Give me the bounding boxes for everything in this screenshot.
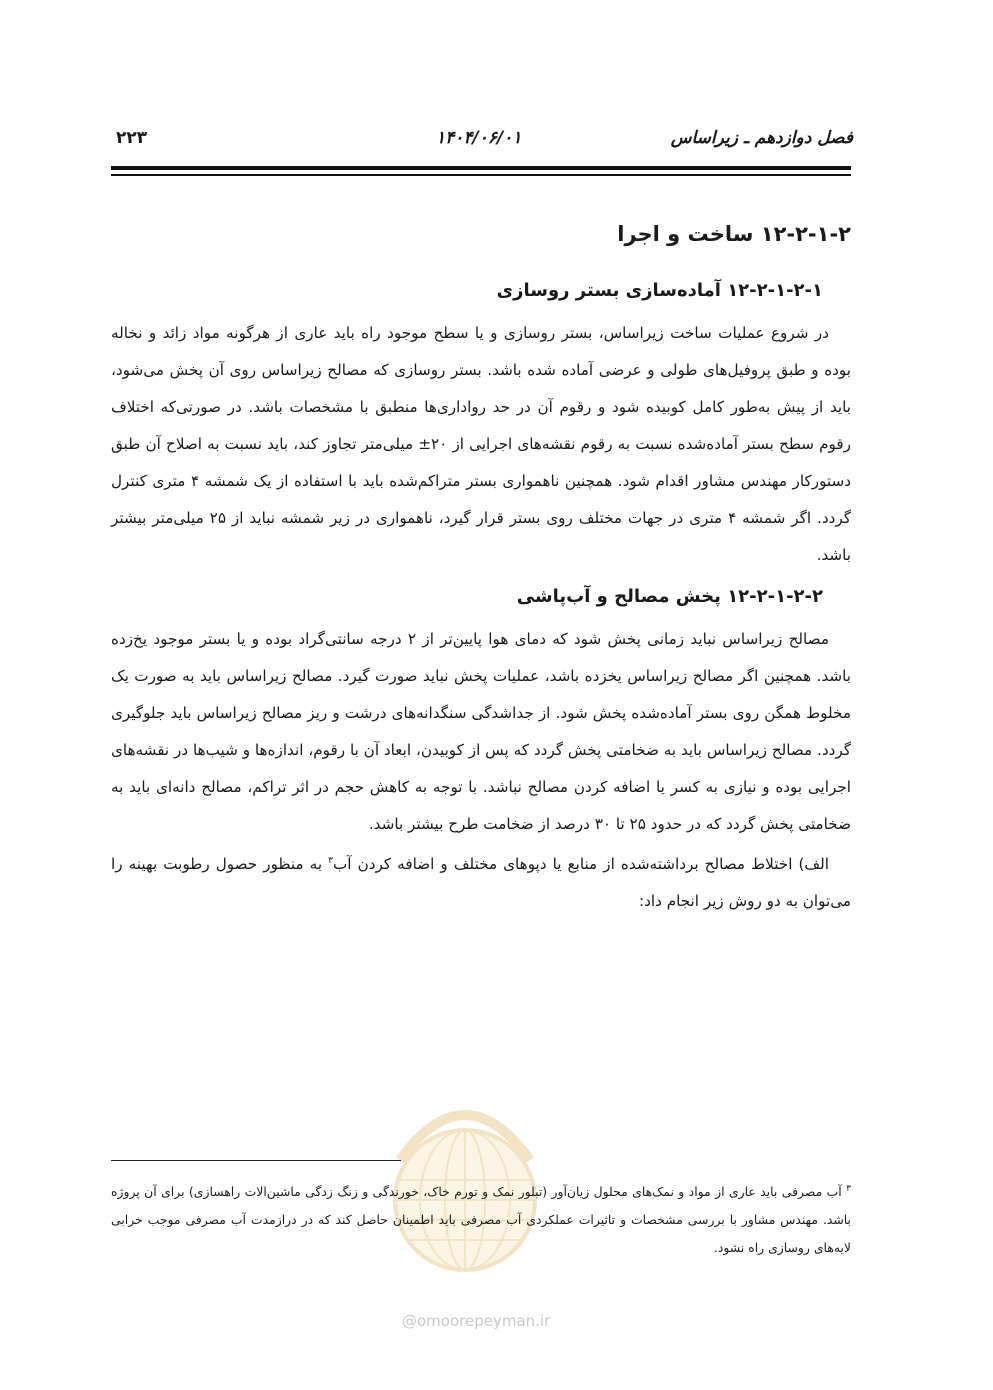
subsection-heading-2: ۱۲-۲-۱-۲-۲ پخش مصالح و آب‌پاشی — [516, 586, 823, 607]
watermark-url: @omoorepeyman.ir — [402, 1312, 551, 1330]
footnote-ref: ۳ — [328, 856, 333, 866]
header-rule-thick — [111, 166, 851, 170]
footnote — [111, 1175, 851, 1262]
header-date: ۱۴۰۴/۰۶/۰۱ — [436, 128, 522, 148]
alef-text-before: الف) اختلاط مصالح برداشته‌شده از منابع یا دپوهای مختلف و اضافه کردن آب — [332, 855, 829, 874]
header-rule-thin — [111, 174, 851, 176]
footnote-rule — [111, 1160, 401, 1161]
main-content — [111, 210, 851, 920]
paragraph-alef — [111, 843, 851, 920]
chapter-title: فصل دوازدهم ـ زیراساس — [670, 128, 853, 148]
paragraph-spreading: مصالح زیراساس نباید زمانی پخش شود که دمای هوا پایین‌تر از ۲ درجه سانتی‌گراد بوده و یا بستر موجود یخ‌زده باشد. همچنین اگر مصالح زیراساس یخزده باشد، عملیات پخش نباید صورت گیرد. مصالح زیراساس باید به صورت یک مخلوط همگن روی بستر آماده‌شده پخش شود. از جداشدگی سنگدانه‌های درشت و ریز مصالح زیراساس باید جلوگیری گردد. مصالح زیراساس باید به ضخامتی پخش گردد که پس از کوبیدن، ابعاد آن با رقوم، اندازه‌ها و شیب‌ها در نقشه‌های اجرایی بوده و نیازی به کسر یا اضافه کردن مصالح نباشد. با توجه به کاهش حجم در اثر تراکم، مصالح دانه‌ای باید به ضخامتی پخش گردد که در حدود ۲۵ تا ۳۰ درصد از ضخامت طرح بیشتر باشد. — [111, 630, 851, 833]
footnote-mark: ۳ — [846, 1184, 851, 1194]
alef-text-after: به منظور حصول رطوبت بهینه را می‌توان به دو روش زیر انجام داد: — [111, 855, 851, 911]
section-heading: ۱۲-۲-۱-۲ ساخت و اجرا — [617, 222, 851, 246]
footnote-text: آب مصرفی باید عاری از مواد و نمک‌های محلول زیان‌آور (تبلور نمک و تورم خاک، خورندگی و زنگ زدگی ماشین‌الات راهسازی) برای آن پروژه باشد. مهندس مشاور با بررسی مشخصات و تاثیرات عملکردی آب مصرفی باید اطمینان حاصل کند که در درازمدت آب مصرفی موجب خرابی لایه‌های روسازی راه نشود. — [111, 1184, 851, 1256]
subsection-heading-1: ۱۲-۲-۱-۲-۱ آماده‌سازی بستر روسازی — [496, 280, 823, 301]
paragraph-subgrade-prep: در شروع عملیات ساخت زیراساس، بستر روسازی و یا سطح موجود راه باید عاری از هرگونه مواد زائد و نخاله بوده و طبق پروفیل‌های طولی و عرضی آماده شده باشد. بستر روسازی که مصالح زیراساس روی آن پخش می‌شود، باید از پیش به‌طور کامل کوبیده شود و رقوم آن در حد رواداری‌ها منطبق با مشخصات باشد. در صورتی‌که اختلاف رقوم سطح بستر آماده‌شده نسبت به رقوم نقشه‌های اجرایی از ۲۰± میلی‌متر تجاوز کند، باید نسبت به اصلاح آن طبق دستورکار مهندس مشاور اقدام شود. همچنین ناهمواری بستر متراکم‌شده باید با استفاده از یک شمشه ۴ متری کنترل گردد. اگر شمشه ۴ متری در جهات مختلف روی بستر قرار گیرد، ناهمواری در زیر شمشه نباید از ۲۵ میلی‌متر بیشتر باشد. — [111, 324, 851, 564]
page-number: ۲۲۳ — [116, 128, 148, 148]
